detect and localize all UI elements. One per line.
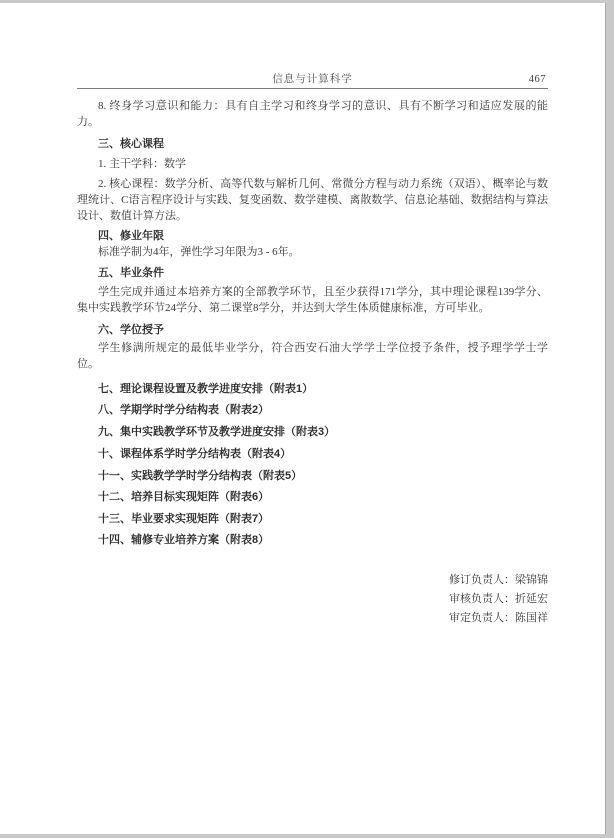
page-header (77, 73, 548, 89)
heading-graduation-conditions: 五、毕业条件 (98, 267, 164, 279)
heading-annex-8: 十四、辅修专业培养方案（附表8） (98, 534, 270, 546)
signature-approval: 审定负责人：陈国祥 (449, 612, 548, 624)
signature-block (77, 571, 548, 628)
document-page (0, 3, 606, 834)
paragraph-lifelong-learning: 8. 终身学习意识和能力：具有自主学习和终身学习的意识、具有不断学习和适应发展的能力。 (77, 100, 548, 128)
running-title: 信息与计算科学 (272, 74, 353, 85)
paragraph-degree-conferral: 学生修满所规定的最低毕业学分，符合西安石油大学学士学位授予条件，授予理学学士学位。 (77, 342, 548, 370)
heading-annex-1: 七、理论课程设置及教学进度安排（附表1） (98, 383, 314, 395)
content-column (77, 73, 548, 628)
paragraph-graduation-conditions: 学生完成并通过本培养方案的全部教学环节，且至少获得171学分，其中理论课程139学分、集中实践教学环节24学分、第二课堂8学分，并达到大学生体质健康标准，方可毕业。 (77, 286, 548, 314)
heading-annex-3: 九、集中实践教学环节及教学进度安排（附表3） (98, 426, 336, 438)
heading-annex-4: 十、课程体系学时学分结构表（附表4） (98, 448, 292, 460)
heading-annex-5: 十一、实践教学学时学分结构表（附表5） (98, 470, 303, 482)
signature-revision: 修订负责人：梁锦锦 (449, 574, 548, 586)
paragraph-core-course-list: 2. 核心课程：数学分析、高等代数与解析几何、常微分方程与动力系统（双语）、概率论与数理统计、C语言程序设计与实践、复变函数、数学建模、离散数学、信息论基础、数据结构与算法设计、数值计算方法。 (77, 178, 548, 222)
heading-degree-conferral: 六、学位授予 (98, 324, 164, 336)
paragraph-study-duration: 标准学制为4年，弹性学习年限为3 - 6年。 (98, 246, 300, 258)
heading-core-courses: 三、核心课程 (98, 138, 164, 150)
paragraph-main-discipline: 1. 主干学科：数学 (98, 158, 186, 170)
heading-annex-6: 十二、培养目标实现矩阵（附表6） (98, 491, 270, 503)
heading-annex-2: 八、学期学时学分结构表（附表2） (98, 404, 270, 416)
signature-review: 审核负责人：折延宏 (449, 593, 548, 605)
heading-annex-7: 十三、毕业要求实现矩阵（附表7） (98, 513, 270, 525)
page-number: 467 (528, 74, 546, 85)
heading-study-duration: 四、修业年限 (98, 230, 164, 242)
